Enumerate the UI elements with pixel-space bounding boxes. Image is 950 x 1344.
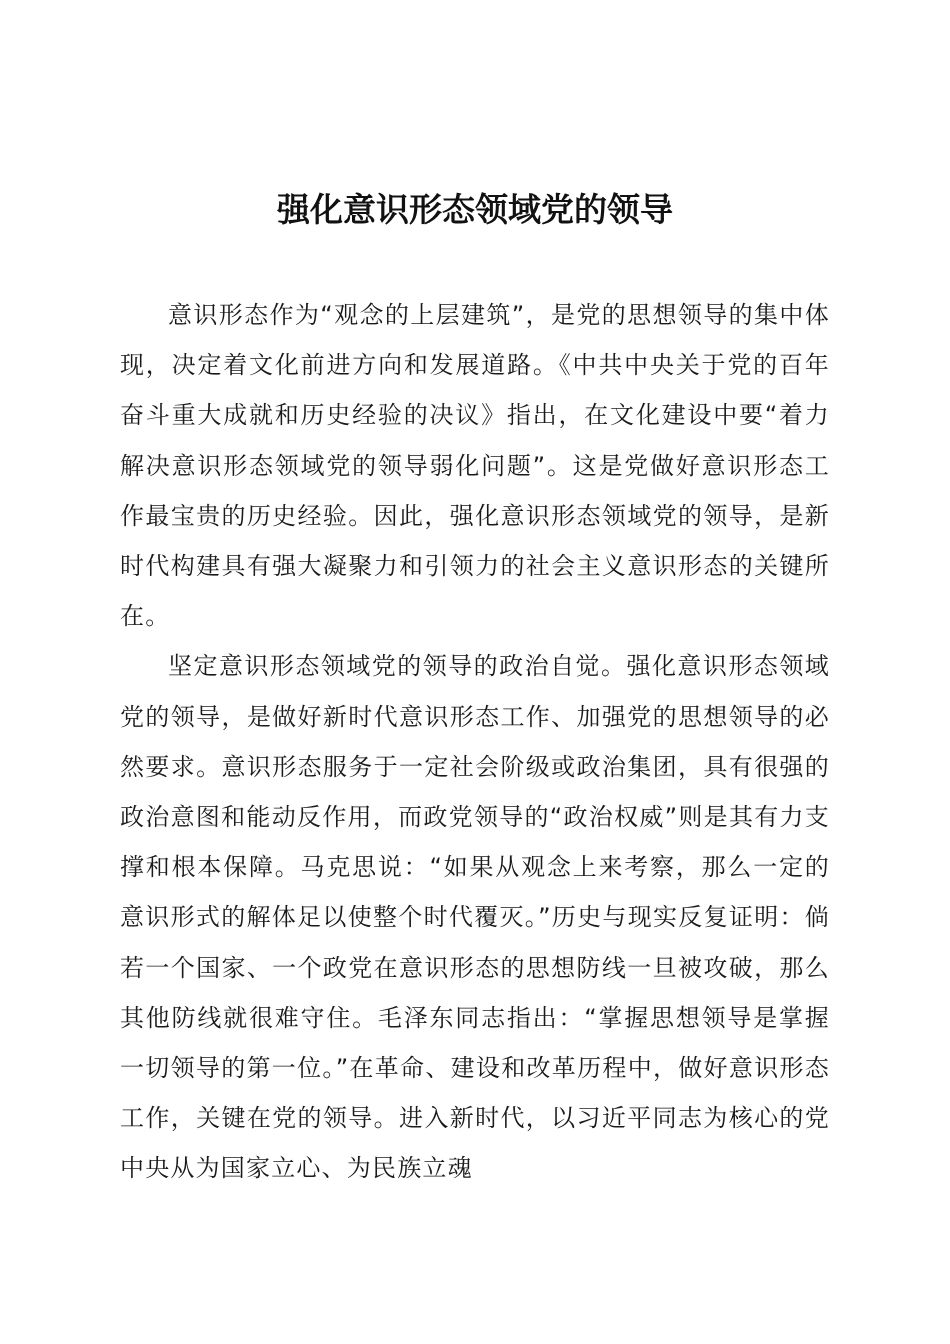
paragraph-1: 意识形态作为“观念的上层建筑”，是党的思想领导的集中体现，决定着文化前进方向和发展道路。《中共中央关于党的百年奋斗重大成就和历史经验的决议》指出，在文化建设中要“着力解决意识形态领域党的领导弱化问题”。这是党做好意识形态工作最宝贵的历史经验。因此，强化意识形态领域党的领导，是新时代构建具有强大凝聚力和引领力的社会主义意识形态的关键所在。 (120, 301, 830, 631)
document-body (120, 290, 830, 1194)
paragraph-2: 坚定意识形态领域党的领导的政治自觉。强化意识形态领域党的领导，是做好新时代意识形态工作、加强党的思想领导的必然要求。意识形态服务于一定社会阶级或政治集团，具有很强的政治意图和能动反作用，而政党领导的“政治权威”则是其有力支撑和根本保障。马克思说：“如果从观念上来考察，那么一定的意识形式的解体足以使整个时代覆灭。”历史与现实反复证明：倘若一个国家、一个政党在意识形态的思想防线一旦被攻破，那么其他防线就很难守住。毛泽东同志指出：“掌握思想领导是掌握一切领导的第一位。”在革命、建设和改革历程中，做好意识形态工作，关键在党的领导。进入新时代，以习近平同志为核心的党中央从为国家立心、为民族立魂 (120, 652, 830, 1183)
document-title: 强化意识形态领域党的领导 (277, 190, 673, 229)
